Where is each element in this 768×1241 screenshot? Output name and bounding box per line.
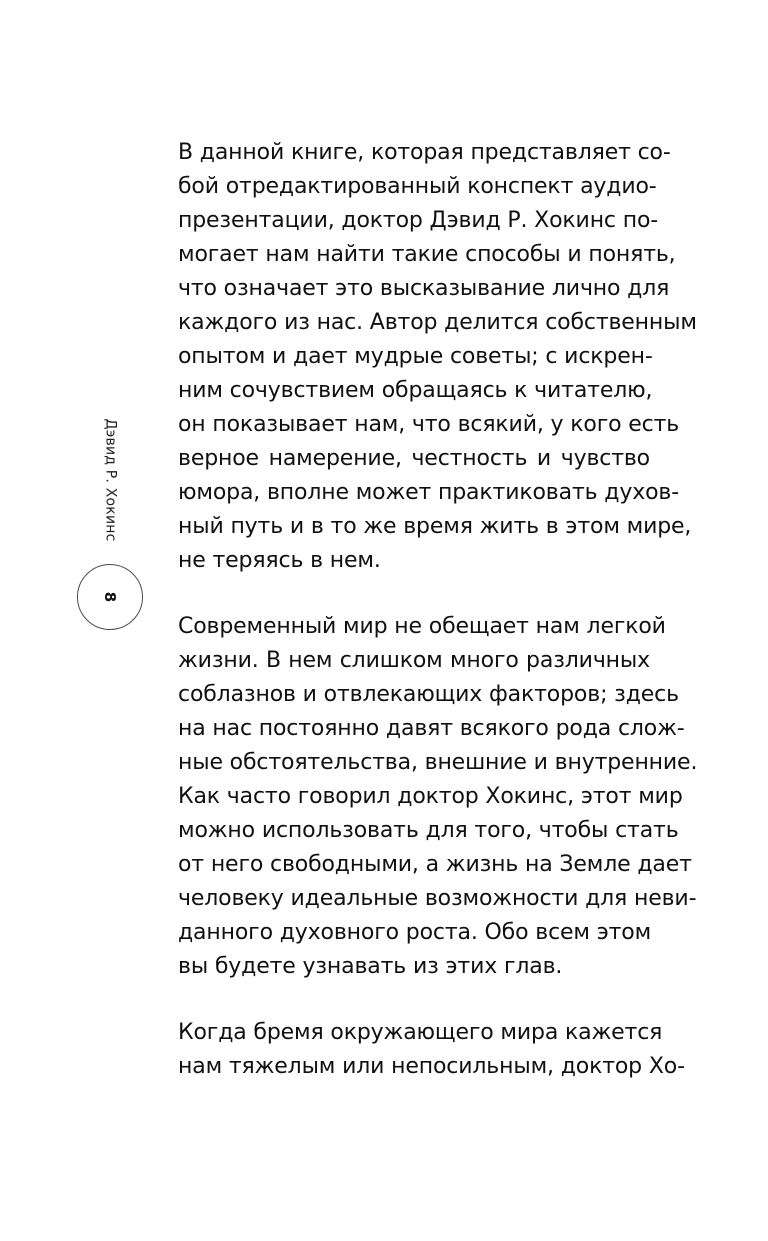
text-line: он показывает нам, что всякий, у кого есть (178, 412, 680, 437)
text-line: презентации, доктор Дэвид Р. Хокинс по- (178, 208, 659, 233)
text-line: ные обстоятельства, внешние и внутренние. (178, 750, 698, 775)
paragraph-2 (178, 610, 698, 984)
text-line: можно использовать для того, чтобы стать (178, 818, 679, 843)
text-line: ним сочувствием обращаясь к читателю, (178, 378, 653, 403)
running-head-author (100, 420, 120, 540)
page-number-circle (77, 564, 143, 630)
text-line: соблазнов и отвлекающих факторов; здесь (178, 682, 679, 707)
text-line: от него свободными, а жизнь на Земле дает (178, 852, 692, 877)
author-name: Дэвид Р. Хокинс (102, 418, 119, 542)
text-line: Когда бремя окружающего мира кажется (178, 1020, 663, 1045)
text-line: не теряясь в нем. (178, 548, 381, 573)
text-line: человеку идеальные возможности для неви- (178, 886, 697, 911)
paragraph-1 (178, 136, 697, 578)
text-line: на нас постоянно давят всякого рода слож- (178, 716, 685, 741)
text-line: нам тяжелым или непосильным, доктор Хо- (178, 1054, 685, 1079)
text-line: ный путь и в то же время жить в этом мире, (178, 514, 692, 539)
text-line: жизни. В нем слишком много различных (178, 648, 650, 673)
page-number: 8 (101, 591, 119, 603)
text-line: Как часто говорил доктор Хокинс, этот мир (178, 784, 683, 809)
text-line: юмора, вполне может практиковать духов- (178, 480, 679, 505)
text-line: бой отредактированный конспект аудио- (178, 174, 657, 199)
text-line: опытом и дает мудрые советы; с искрен- (178, 344, 653, 369)
body-text (178, 136, 698, 1084)
text-line: вы будете узнавать из этих глав. (178, 954, 563, 979)
text-line: В данной книге, которая представляет со- (178, 140, 671, 165)
text-line: каждого из нас. Автор делится собственным (178, 310, 697, 335)
paragraph-3 (178, 1016, 685, 1084)
text-line: могает нам найти такие способы и понять, (178, 242, 676, 267)
text-line: что означает это высказывание лично для (178, 276, 670, 301)
text-line: верное намерение, честность и чувство (178, 446, 650, 471)
text-line: данного духовного роста. Обо всем этом (178, 920, 652, 945)
text-line: Современный мир не обещает нам легкой (178, 614, 666, 639)
